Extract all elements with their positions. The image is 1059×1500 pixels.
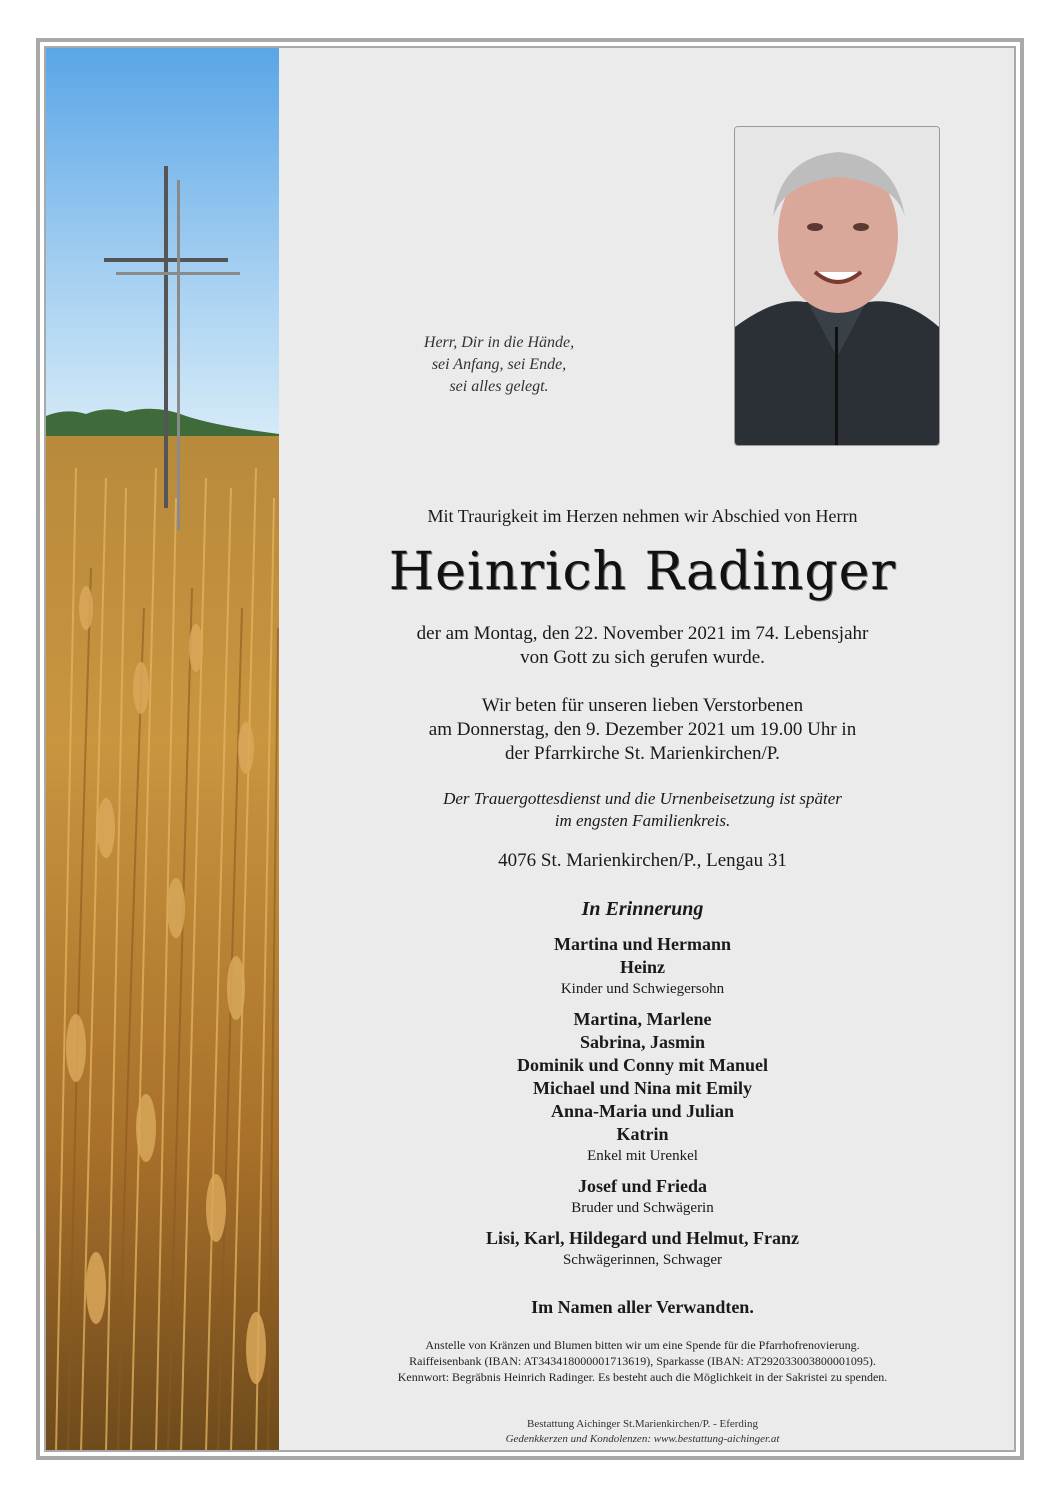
- service-line: am Donnerstag, den 9. Dezember 2021 um 19.00 Uhr in: [428, 719, 857, 740]
- mourner-names: Sabrina, Jasmin: [579, 1032, 706, 1052]
- obituary-card: [44, 46, 1016, 1452]
- mourner-group: [289, 933, 996, 1000]
- donation-line: Anstelle von Kränzen und Blumen bitten wir um eine Spende für die Pfarrhofrenovierung.: [425, 1338, 860, 1352]
- mourner-names: Dominik und Conny mit Manuel: [516, 1055, 769, 1075]
- funeral-notice: [289, 788, 996, 832]
- mourner-relation: Bruder und Schwägerin: [571, 1200, 714, 1216]
- portrait-photo: [734, 126, 940, 446]
- undertaker-name: Bestattung Aichinger St.Marienkirchen/P. - Eferding: [527, 1418, 758, 1430]
- mourner-group: [289, 1008, 996, 1167]
- mourner-names: Martina und Hermann: [553, 934, 731, 954]
- service-line: der Pfarrkirche St. Marienkirchen/P.: [505, 743, 780, 764]
- closing-line: Im Namen aller Verwandten.: [531, 1297, 754, 1317]
- wheat-field-cross-image: [46, 48, 279, 1452]
- mourner-group: [289, 1227, 996, 1271]
- deceased-name: Heinrich Radinger: [388, 542, 897, 602]
- mourner-names: Anna-Maria und Julian: [550, 1101, 735, 1121]
- mourners-list: [289, 933, 996, 1279]
- mourner-names: Heinz: [620, 957, 665, 977]
- prayer-quote: [349, 332, 649, 398]
- intro-text: Mit Traurigkeit im Herzen nehmen wir Abschied von Herrn: [427, 506, 858, 526]
- mourner-names: Martina, Marlene: [573, 1009, 712, 1029]
- address: 4076 St. Marienkirchen/P., Lengau 31: [498, 850, 787, 871]
- quote-line: sei Anfang, sei Ende,: [431, 356, 567, 373]
- donation-notice: [289, 1337, 996, 1385]
- funeral-line: Der Trauergottesdienst und die Urnenbeisetzung ist später: [443, 789, 842, 808]
- prayer-service-notice: [289, 694, 996, 766]
- mourner-names: Lisi, Karl, Hildegard und Helmut, Franz: [485, 1228, 799, 1248]
- memory-title: In Erinnerung: [581, 898, 704, 920]
- obituary-content: [279, 48, 1016, 1452]
- quote-line: sei alles gelegt.: [449, 378, 549, 395]
- service-line: Wir beten für unseren lieben Verstorbenen: [481, 695, 804, 716]
- donation-line: Raiffeisenbank (IBAN: AT343418000001713619), Sparkasse (IBAN: AT292033003800001095).: [409, 1354, 876, 1368]
- mourner-relation: Kinder und Schwiegersohn: [560, 981, 725, 997]
- mourner-relation: Schwägerinnen, Schwager: [562, 1252, 723, 1268]
- mourner-names: Josef und Frieda: [577, 1176, 707, 1196]
- death-line: von Gott zu sich gerufen wurde.: [520, 647, 765, 668]
- death-notice: [289, 622, 996, 670]
- mourner-names: Michael und Nina mit Emily: [532, 1078, 752, 1098]
- mourner-names: Katrin: [616, 1124, 669, 1144]
- funeral-line: im engsten Familienkreis.: [554, 811, 731, 830]
- quote-line: Herr, Dir in die Hände,: [423, 334, 575, 351]
- mourner-relation: Enkel mit Urenkel: [587, 1148, 698, 1164]
- death-line: der am Montag, den 22. November 2021 im 74. Lebensjahr: [416, 623, 869, 644]
- donation-line: Kennwort: Begräbnis Heinrich Radinger. Es besteht auch die Möglichkeit in der Sakristei zu spenden.: [397, 1370, 888, 1384]
- mourner-group: [289, 1175, 996, 1219]
- undertaker-footer: [289, 1417, 996, 1447]
- website-line: Gedenkkerzen und Kondolenzen: www.bestattung-aichinger.at: [505, 1433, 780, 1445]
